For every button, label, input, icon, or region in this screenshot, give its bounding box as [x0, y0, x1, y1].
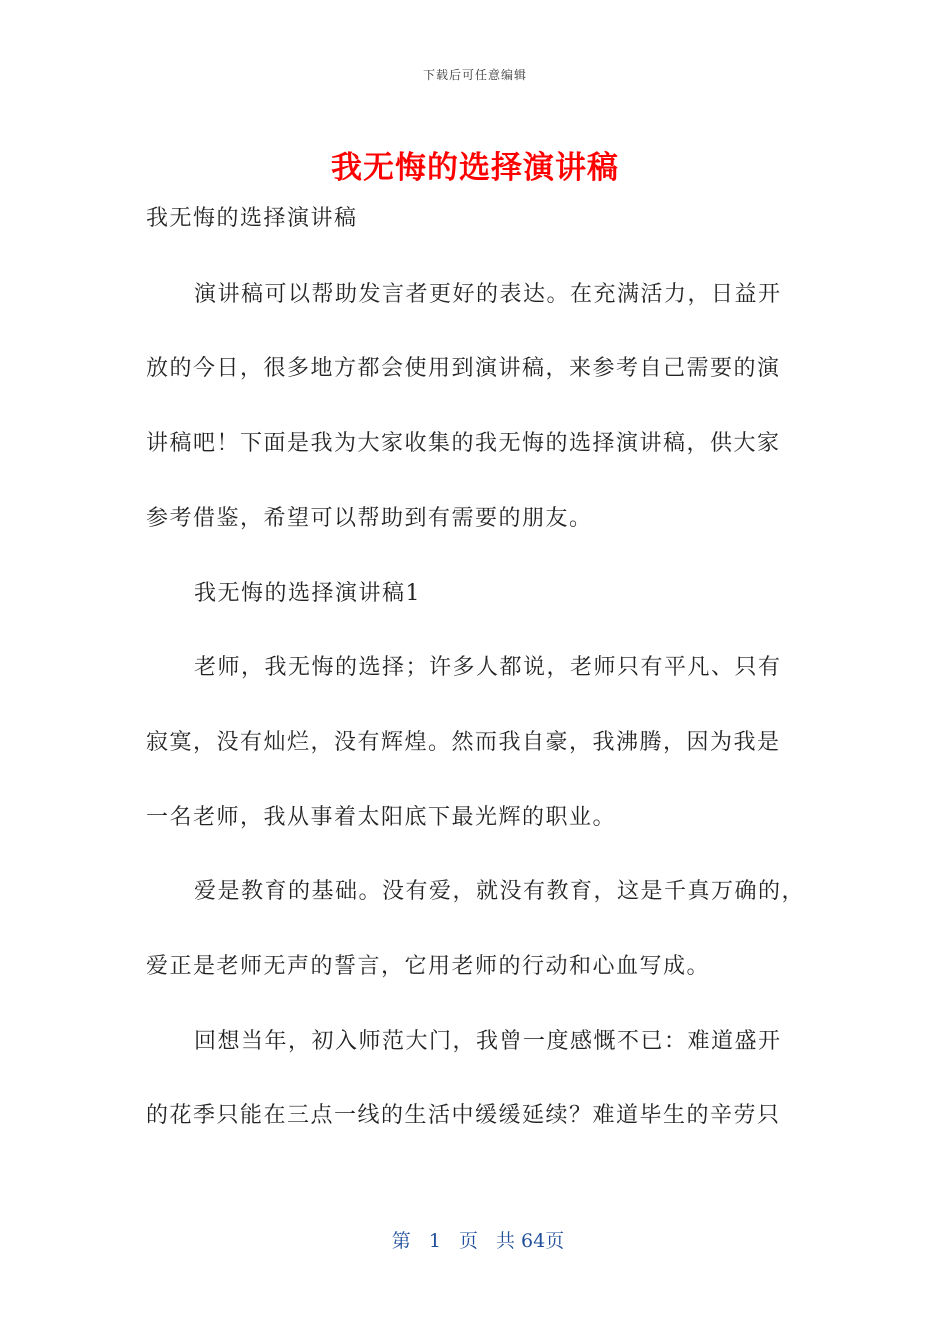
- paragraph-line: 回想当年，初入师范大门，我曾一度感慨不已：难道盛开: [194, 1029, 782, 1054]
- paragraph-line: 讲稿吧！下面是我为大家收集的我无悔的选择演讲稿，供大家: [146, 431, 781, 456]
- footer-total-prefix: 共: [496, 1230, 516, 1252]
- page-footer: [0, 1226, 950, 1253]
- paragraph-line: 的花季只能在三点一线的生活中缓缓延续？难道毕生的辛劳只: [146, 1103, 781, 1128]
- footer-suffix: 页: [545, 1230, 565, 1252]
- section-heading: 我无悔的选择演讲稿1: [194, 581, 421, 606]
- paragraph-line: 寂寞，没有灿烂，没有辉煌。然而我自豪，我沸腾，因为我是: [146, 730, 781, 755]
- paragraph-line: 演讲稿可以帮助发言者更好的表达。在充满活力，日益开: [194, 282, 782, 307]
- subtitle-line: 我无悔的选择演讲稿: [146, 206, 358, 231]
- paragraph-line: 爱正是老师无声的誓言，它用老师的行动和心血写成。: [146, 954, 711, 979]
- paragraph-line: 一名老师，我从事着太阳底下最光辉的职业。: [146, 805, 617, 830]
- paragraph-line: 参考借鉴，希望可以帮助到有需要的朋友。: [146, 506, 593, 531]
- paragraph-line: 放的今日，很多地方都会使用到演讲稿，来参考自己需要的演: [146, 356, 781, 381]
- footer-total-pages: 64: [521, 1230, 546, 1252]
- paragraph-line: 爱是教育的基础。没有爱，就没有教育，这是千真万确的，: [194, 879, 806, 904]
- document-title: 我无悔的选择演讲稿: [331, 150, 619, 186]
- footer-prefix: 第: [391, 1230, 411, 1252]
- header-note: 下载后可任意编辑: [422, 68, 527, 82]
- footer-mid: 页: [458, 1230, 478, 1252]
- paragraph-line: 老师，我无悔的选择；许多人都说，老师只有平凡、只有: [194, 655, 782, 680]
- footer-page-number: 1: [428, 1230, 441, 1252]
